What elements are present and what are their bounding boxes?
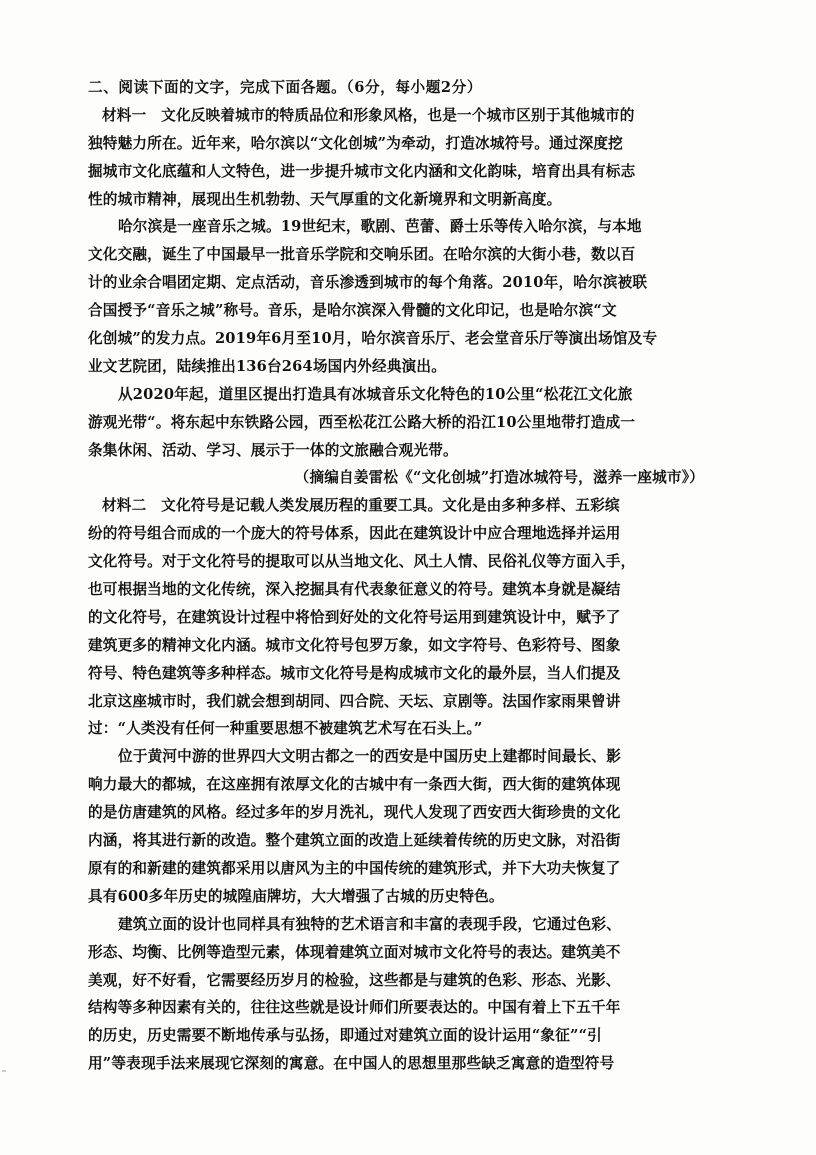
text-line: 美观，好不好看，它需要经历岁月的检验，这些都是与建筑的色彩、形态、光影、 — [88, 971, 621, 989]
text-line: 北京这座城市时，我们就会想到胡同、四合院、天坛、京剧等。法国作家雨果曾讲 — [88, 692, 621, 710]
text-line: 材料二 文化符号是记载人类发展历程的重要工具。文化是由多种多样、五彩缤 — [102, 497, 620, 515]
scan-artifact — [2, 1070, 6, 1072]
text-line: 材料一 文化反映着城市的特质品位和形象风格，也是一个城市区别于其他城市的 — [102, 106, 635, 124]
text-line: 从2020年起，道里区提出打造具有冰城音乐文化特色的10公里“松花江文化旅 — [118, 385, 633, 403]
text-line: 建筑立面的设计也同样具有独特的艺术语言和丰富的表现手段，它通过色彩、 — [118, 915, 621, 933]
passage-text — [88, 102, 704, 1078]
text-line: 也可根据当地的文化传统，深入挖掘具有代表象征意义的符号。建筑本身就是凝结 — [88, 581, 621, 599]
text-line: 哈尔滨是一座音乐之城。19世纪末，歌剧、芭蕾、爵士乐等传入哈尔滨，与本地 — [118, 218, 642, 236]
text-line: 计的业余合唱团定期、定点活动，音乐渗透到城市的每个角落。2010年，哈尔滨被联 — [88, 274, 648, 292]
text-line: 文化交融，诞生了中国最早一批音乐学院和交响乐团。在哈尔滨的大街小巷，数以百 — [88, 246, 636, 264]
text-line: 原有的和新建的建筑都采用以唐风为主的中国传统的建筑形式，并下大功夫恢复了 — [88, 859, 621, 877]
text-line: 的是仿唐建筑的风格。经过多年的岁月洗礼，现代人发现了西安西大街珍贵的文化 — [88, 804, 621, 822]
text-line: 条集休闲、活动、学习、展示于一体的文旅融合观光带。 — [88, 441, 458, 459]
text-line: 业文艺院团，陆续推出136台264场国内外经典演出。 — [88, 357, 447, 375]
source-citation: （摘编自姜雷松《“文化创城”打造冰城符号，滋养一座城市》） — [294, 469, 704, 487]
text-line: 过：“人类没有任何一种重要思想不被建筑艺术写在石头上。” — [88, 720, 483, 738]
text-line: 具有600多年历史的城隍庙牌坊，大大增强了古城的历史特色。 — [88, 887, 504, 905]
text-line: 的文化符号，在建筑设计过程中将恰到好处的文化符号运用到建筑设计中，赋予了 — [88, 608, 621, 626]
text-line: 响力最大的都城，在这座拥有浓厚文化的古城中有一条西大街，西大街的建筑体现 — [88, 776, 621, 794]
text-line: 合国授予“音乐之城”称号。音乐，是哈尔滨深入骨髓的文化印记，也是哈尔滨“文 — [88, 302, 617, 320]
text-line: 建筑更多的精神文化内涵。城市文化符号包罗万象，如文字符号、色彩符号、图象 — [88, 636, 621, 654]
text-line: 符号、特色建筑等多种样态。城市文化符号是构成城市文化的最外层，当人们提及 — [88, 664, 621, 682]
section-heading: 二、阅读下面的文字，完成下面各题。（6分，每小题2分） — [88, 79, 483, 96]
text-line: 结构等多种因素有关的，往往这些就是设计师们所要表达的。中国有着上下五千年 — [88, 999, 621, 1017]
text-line: 形态、均衡、比例等造型元素，体现着建筑立面对城市文化符号的表达。建筑美不 — [88, 943, 621, 961]
document-body — [88, 74, 704, 1078]
text-line: 纷的符号组合而成的一个庞大的符号体系，因此在建筑设计中应合理地选择并运用 — [88, 525, 621, 543]
text-line: 化创城”的发力点。2019年6月至10月，哈尔滨音乐厅、老会堂音乐厅等演出场馆及专 — [88, 330, 658, 348]
text-line: 游观光带“。将东起中东铁路公园，西至松花江公路大桥的沿江10公里地带打造成一 — [88, 413, 636, 431]
text-line: 掘城市文化底蕴和人文特色，进一步提升城市文化内涵和文化韵味，培育出具有标志 — [88, 162, 636, 180]
text-line: 内涵，将其进行新的改造。整个建筑立面的改造上延续着传统的历史文脉，对沿街 — [88, 832, 621, 850]
text-line: 位于黄河中游的世界四大文明古都之一的西安是中国历史上建都时间最长、影 — [118, 748, 621, 766]
text-line: 的历史，历史需要不断地传承与弘扬，即通过对建筑立面的设计运用“象征”“引 — [88, 1027, 602, 1045]
text-line: 独特魅力所在。近年来，哈尔滨以“文化创城”为牵动，打造冰城符号。通过深度挖 — [88, 134, 623, 152]
text-line: 性的城市精神，展现出生机勃勃、天气厚重的文化新境界和文明新高度。 — [88, 190, 562, 208]
text-line: 用”等表现手法来展现它深刻的寓意。在中国人的思想里那些缺乏寓意的造型符号 — [88, 1055, 615, 1073]
text-line: 文化符号。对于文化符号的提取可以从当地文化、风土人情、民俗礼仪等方面入手， — [88, 553, 636, 571]
